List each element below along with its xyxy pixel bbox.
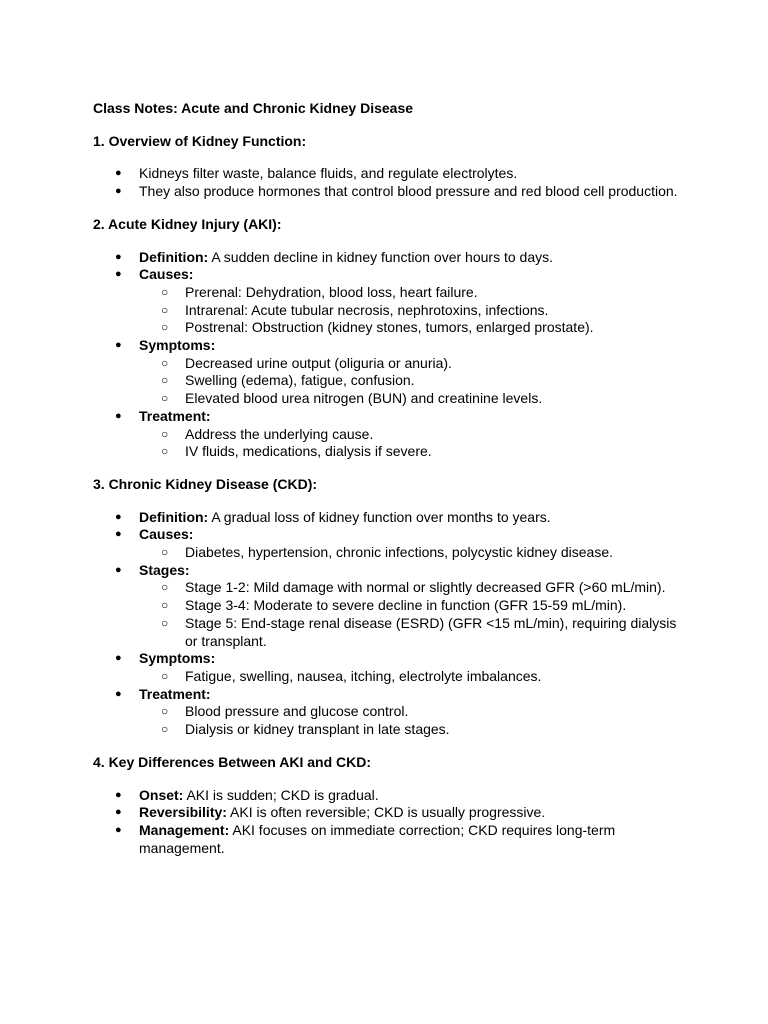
circle-bullet-icon: ○ (161, 722, 169, 737)
bullet-icon: ● (115, 268, 122, 281)
aki-treatment: ● Treatment: ○ Address the underlying cause. ○ IV fluids, medications, dialysis if severe. (93, 408, 683, 461)
circle-bullet-icon: ○ (161, 320, 169, 335)
circle-bullet-icon: ○ (161, 444, 169, 459)
ckd-treatment-list (139, 703, 683, 738)
list-item: ● They also produce hormones that control blood pressure and red blood cell production. (115, 183, 678, 200)
ckd-definition: ● Definition: A gradual loss of kidney function over months to years. (115, 508, 551, 525)
circle-bullet-icon: ○ (161, 598, 169, 613)
aki-treatment-list (139, 426, 683, 461)
bullet-icon: ● (115, 823, 122, 836)
difference-management: ● Management: AKI focuses on immediate correction; CKD requires long-term management. (115, 821, 616, 856)
bullet-icon: ● (115, 250, 122, 263)
difference-onset: ● Onset: AKI is sudden; CKD is gradual. (115, 786, 379, 803)
ckd-causes: ● Causes: ○ Diabetes, hypertension, chronic infections, polycystic kidney disease. (93, 526, 683, 561)
bullet-icon: ● (115, 652, 122, 665)
circle-bullet-icon: ○ (161, 615, 169, 630)
circle-bullet-icon: ○ (161, 426, 169, 441)
section-heading-aki: 2. Acute Kidney Injury (AKI): (93, 215, 282, 232)
aki-definition: ● Definition: A sudden decline in kidney function over hours to days. (115, 248, 553, 265)
list-item: ○ IV fluids, medications, dialysis if severe. (161, 443, 432, 460)
list-item: ○ Blood pressure and glucose control. (161, 703, 409, 720)
list-item: ○ Elevated blood urea nitrogen (BUN) and creatinine levels. (161, 390, 543, 407)
aki-symptoms-list (139, 355, 683, 408)
list-item: ○ Stage 5: End-stage renal disease (ESRD) (GFR <15 mL/min), requiring dialysis or transplant. (161, 614, 677, 649)
ckd-treatment: ● Treatment: ○ Blood pressure and glucose control. ○ Dialysis or kidney transplant in late stages. (93, 686, 683, 739)
bullet-icon: ● (115, 167, 122, 180)
circle-bullet-icon: ○ (161, 391, 169, 406)
list-item: ○ Address the underlying cause. (161, 425, 374, 442)
aki-symptoms: ● Symptoms: ○ Decreased urine output (oliguria or anuria). ○ Swelling (edema), fatigue, confusion. ○ Elevated blood urea nitrogen (BUN) and creatinine levels. (93, 337, 683, 408)
list-item: ○ Stage 1-2: Mild damage with normal or slightly decreased GFR (>60 mL/min). (161, 579, 666, 596)
bullet-icon: ● (115, 563, 122, 576)
list-item: ○ Fatigue, swelling, nausea, itching, electrolyte imbalances. (161, 667, 542, 684)
list-item: ○ Diabetes, hypertension, chronic infections, polycystic kidney disease. (161, 544, 613, 561)
bullet-icon: ● (115, 528, 122, 541)
bullet-icon: ● (115, 788, 122, 801)
list-item: ○ Dialysis or kidney transplant in late stages. (161, 721, 450, 738)
list-item: ○ Postrenal: Obstruction (kidney stones, tumors, enlarged prostate). (161, 319, 594, 336)
ckd-symptoms: ● Symptoms: ○ Fatigue, swelling, nausea, itching, electrolyte imbalances. (93, 650, 683, 685)
ckd-list (93, 509, 683, 739)
ckd-causes-list (139, 544, 683, 562)
list-item: ○ Swelling (edema), fatigue, confusion. (161, 372, 415, 389)
document-title: Class Notes: Acute and Chronic Kidney Disease (93, 100, 414, 116)
circle-bullet-icon: ○ (161, 373, 169, 388)
ckd-symptoms-list (139, 668, 683, 686)
overview-list (93, 165, 683, 200)
circle-bullet-icon: ○ (161, 668, 169, 683)
circle-bullet-icon: ○ (161, 704, 169, 719)
bullet-icon: ● (115, 185, 122, 198)
bullet-icon: ● (115, 339, 122, 352)
aki-causes: ● Causes: ○ Prerenal: Dehydration, blood loss, heart failure. ○ Intrarenal: Acute tubular necrosis, nephrotoxins, infections. ○ Postrenal: Obstruction (kidney stones, tumors, enlarged prostate). (93, 266, 683, 337)
bullet-icon: ● (115, 510, 122, 523)
circle-bullet-icon: ○ (161, 284, 169, 299)
differences-list (93, 787, 683, 858)
aki-causes-list (139, 284, 683, 337)
bullet-icon: ● (115, 409, 122, 422)
section-heading-overview: 1. Overview of Kidney Function: (93, 132, 307, 149)
section-heading-differences: 4. Key Differences Between AKI and CKD: (93, 753, 371, 770)
list-item: ● Kidneys filter waste, balance fluids, and regulate electrolytes. (115, 165, 518, 182)
circle-bullet-icon: ○ (161, 355, 169, 370)
ckd-stages: ● Stages: ○ Stage 1-2: Mild damage with normal or slightly decreased GFR (>60 mL/min). ○ Stage 3-4: Moderate to severe decline in function (GFR 15-59 mL/min). ○ Stage 5: End-stage renal disease (ESRD) (GFR <15 mL/min), requiring dialysis or transplant. (93, 562, 683, 651)
aki-list (93, 249, 683, 461)
circle-bullet-icon: ○ (161, 302, 169, 317)
document-page (93, 100, 683, 872)
circle-bullet-icon: ○ (161, 545, 169, 560)
list-item: ○ Intrarenal: Acute tubular necrosis, nephrotoxins, infections. (161, 301, 549, 318)
list-item: ○ Decreased urine output (oliguria or anuria). (161, 354, 452, 371)
list-item: ○ Stage 3-4: Moderate to severe decline in function (GFR 15-59 mL/min). (161, 597, 627, 614)
difference-reversibility: ● Reversibility: AKI is often reversible; CKD is usually progressive. (115, 804, 546, 821)
bullet-icon: ● (115, 687, 122, 700)
ckd-stages-list (139, 579, 683, 650)
list-item: ○ Prerenal: Dehydration, blood loss, heart failure. (161, 283, 478, 300)
section-heading-ckd: 3. Chronic Kidney Disease (CKD): (93, 475, 318, 492)
circle-bullet-icon: ○ (161, 580, 169, 595)
bullet-icon: ● (115, 806, 122, 819)
